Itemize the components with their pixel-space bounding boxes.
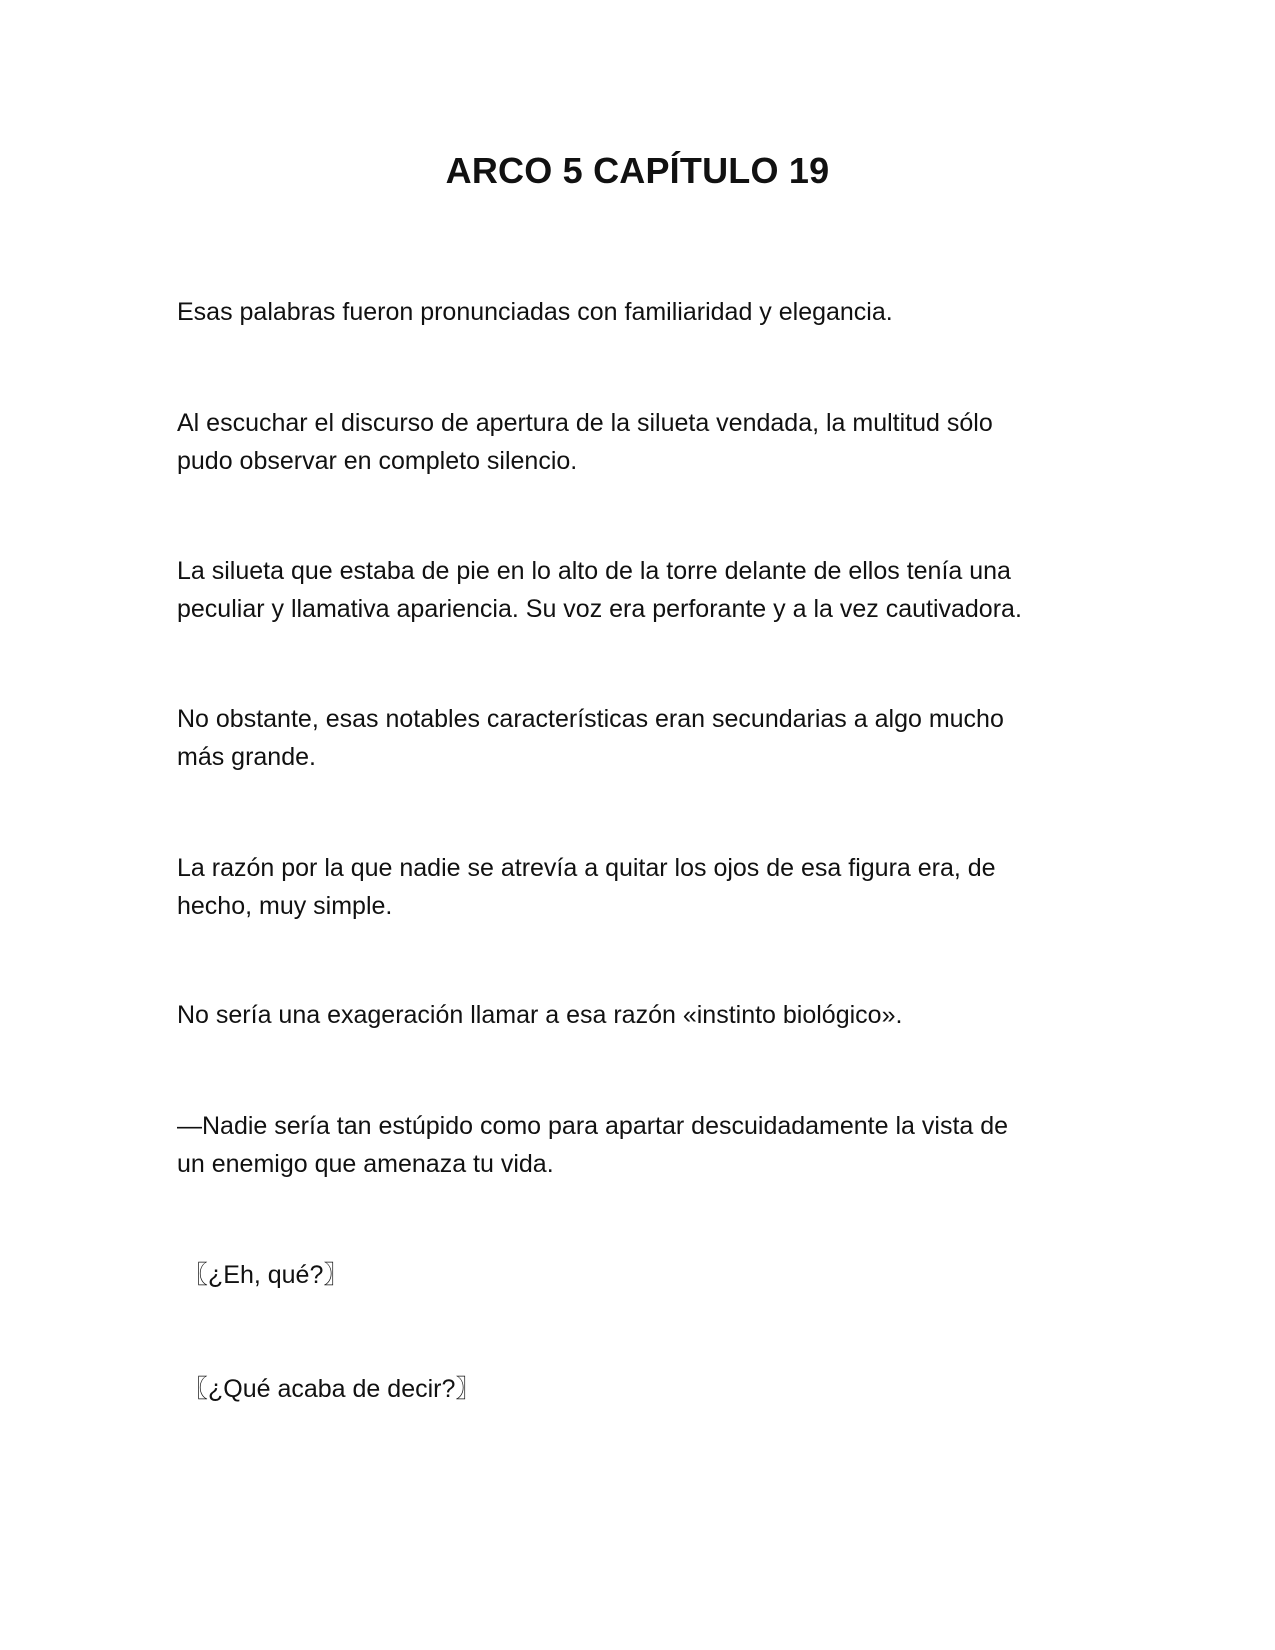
paragraph-line: Al escuchar el discurso de apertura de la silueta vendada, la multitud sólo <box>177 409 993 437</box>
paragraph-line: No sería una exageración llamar a esa razón «instinto biológico». <box>177 1001 903 1029</box>
chapter-title: ARCO 5 CAPÍTULO 19 <box>445 150 830 191</box>
paragraph-line: pudo observar en completo silencio. <box>177 447 578 475</box>
paragraph-line: 〖¿Eh, qué?〗 <box>183 1261 349 1289</box>
paragraph-3 <box>177 552 1097 628</box>
paragraph-2 <box>177 404 1097 480</box>
paragraph-7 <box>177 1107 1097 1183</box>
paragraph-line: La silueta que estaba de pie en lo alto de la torre delante de ellos tenía una <box>177 557 1011 585</box>
paragraph-line: La razón por la que nadie se atrevía a quitar los ojos de esa figura era, de <box>177 854 996 882</box>
paragraph-6 <box>177 996 1097 1034</box>
paragraph-line: 〖¿Qué acaba de decir?〗 <box>183 1375 481 1403</box>
paragraph-line: peculiar y llamativa apariencia. Su voz era perforante y a la vez cautivadora. <box>177 595 1022 623</box>
paragraph-line: hecho, muy simple. <box>177 892 393 920</box>
paragraph-line: No obstante, esas notables características eran secundarias a algo mucho <box>177 705 1004 733</box>
paragraph-line: más grande. <box>177 743 316 771</box>
paragraph-1 <box>177 293 1097 331</box>
paragraph-5 <box>177 849 1097 925</box>
paragraph-line: un enemigo que amenaza tu vida. <box>177 1150 554 1178</box>
dialogue-line-1 <box>183 1256 1103 1294</box>
dialogue-line-2 <box>183 1370 1103 1408</box>
paragraph-4 <box>177 700 1097 776</box>
paragraph-line: —Nadie sería tan estúpido como para apartar descuidadamente la vista de <box>177 1112 1009 1140</box>
paragraph-line: Esas palabras fueron pronunciadas con familiaridad y elegancia. <box>177 298 893 326</box>
